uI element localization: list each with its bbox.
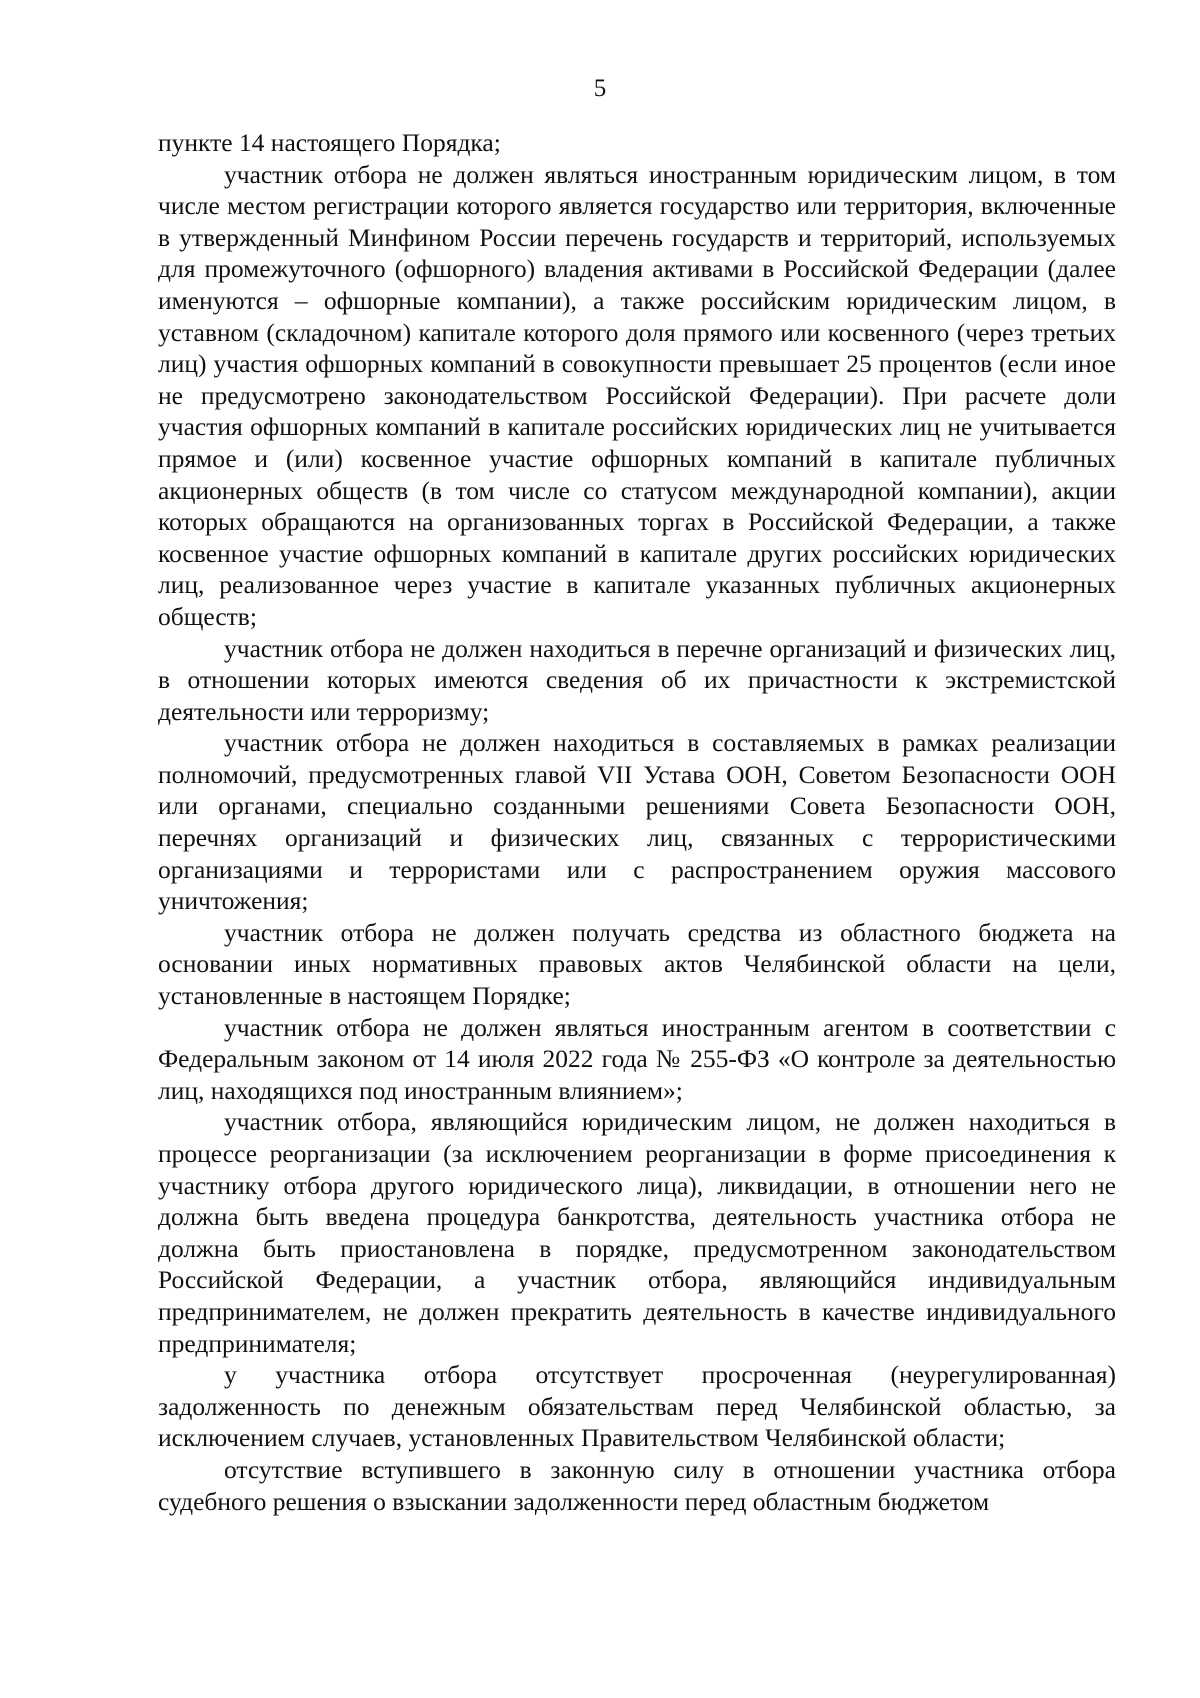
paragraph-overdue-debt: у участника отбора отсутствует просроченная (неурегулированная) задолженность по денежным обязательствам перед Челябинской областью, за исключением случаев, установленных Правительством Челябинской области; (158, 1360, 1116, 1453)
paragraph-extremism-list: участник отбора не должен находиться в перечне организаций и физических лиц, в отношении которых имеются сведения об их причастности к экстремистской деятельности или терроризму; (158, 633, 1116, 726)
paragraph-foreign-agent: участник отбора не должен являться иностранным агентом в соответствии с Федеральным законом от 14 июля 2022 года № 255-ФЗ «О контроле за деятельностью лиц, находящихся под иностранным влиянием»; (158, 1012, 1116, 1105)
paragraph-continuation: пункте 14 настоящего Порядка; (158, 128, 501, 157)
document-body (158, 127, 1116, 1517)
paragraph-court-decision: отсутствие вступившего в законную силу в отношении участника отбора судебного решения о взыскании задолженности перед областным бюджетом (158, 1454, 1116, 1516)
paragraph-offshore-companies: участник отбора не должен являться иностранным юридическим лицом, в том числе местом регистрации которого является государство или территория, включенные в утвержденный Минфином России перечень государств и территорий, используемых для промежуточного (офшорного) владения активами в Российской Федерации (далее именуются – офшорные компании), а также российским юридическим лицом, в уставном (складочном) капитале которого доля прямого или косвенного (через третьих лиц) участия офшорных компаний в совокупности превышает 25 процентов (если иное не предусмотрено законодательством Российской Федерации). При расчете доли участия офшорных компаний в капитале российских юридических лиц не учитывается прямое и (или) косвенное участие офшорных компаний в капитале публичных акционерных обществ (в том числе со статусом международной компании), акции которых обращаются на организованных торгах в Российской Федерации, а также косвенное участие офшорных компаний в капитале других российских юридических лиц, реализованное через участие в капитале указанных публичных акционерных обществ; (158, 159, 1116, 631)
paragraph-regional-budget-funds: участник отбора не должен получать средства из областного бюджета на основании иных нормативных правовых актов Челябинской области на цели, установленные в настоящем Порядке; (158, 917, 1116, 1011)
page-number: 5 (593, 75, 607, 102)
paragraph-reorganization-liquidation: участник отбора, являющийся юридическим лицом, не должен находиться в процессе реорганизации (за исключением реорганизации в форме присоединения к участнику отбора другого юридического лица), ликвидации, в отношении него не должна быть введена процедура банкротства, деятельность участника отбора не должна быть приостановлена в порядке, предусмотренном законодательством Российской Федерации, а участник отбора, являющийся индивидуальным предпринимателем, не должен прекратить деятельность в качестве индивидуального предпринимателя; (158, 1107, 1116, 1358)
paragraph-un-security-council-lists: участник отбора не должен находиться в составляемых в рамках реализации полномочий, предусмотренных главой VII Устава ООН, Советом Безопасности ООН или органами, специально созданными решениями Совета Безопасности ООН, перечнях организаций и физических лиц, связанных с террористическими организациями и террористами или с распространением оружия массового уничтожения; (158, 728, 1116, 916)
